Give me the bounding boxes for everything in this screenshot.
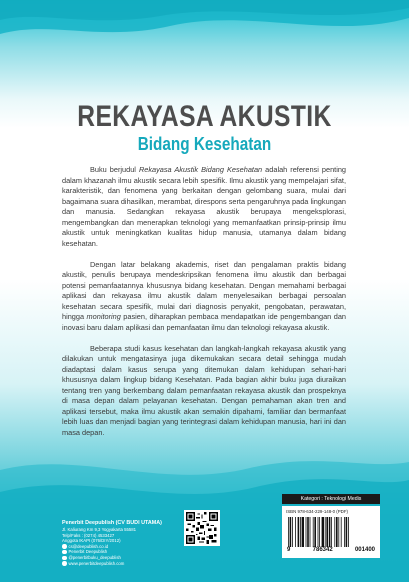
book-subtitle: Bidang Kesehatan [137,134,272,154]
qr-code [184,510,220,546]
barcode-digits [286,547,376,554]
contact-facebook: Penerbit Deepublish [62,549,182,555]
category-label: Kategori : Teknologi Medis [282,494,380,504]
instagram-icon [62,556,67,561]
synopsis-paragraph-3: Beberapa studi kasus kesehatan dan langkah-langkah rekayasa akustik yang dilakukan untuk mengatasinya juga dikemukakan secara detail sehingga mudah diadaptasi dalam kasus serupa yang ditemukan dalam kehidupan sehari-hari khususnya dalam lingkup bidang Kesehatan. Pada bagian akhir buku juga diuraikan tentang tren yang berkembang dalam pemanfaatan rekayasa akustik dan prospeknya di masa depan dalam pelayanan kesehatan. Dengan pemahaman akan tren and aplikasi tersebut, maka ilmu akustik akan semakin dipahami, familiar dan bermanfaat lebih luas dan menjadi bagian yang terintegrasi dalam kehidupan manusia, hari ini dan masa depan. [62,343,346,437]
publisher-phone: Telp/Faks : (0274) 4533427 [62,532,115,538]
barcode-group-2: 001400 [354,547,375,553]
email-icon [62,544,67,549]
barcode-bars [286,517,376,547]
synopsis-paragraph-2: Dengan latar belakang akademis, riset dan pengalaman praktis bidang akustik, penulis berupaya mendeskripsikan fenomena ilmu akustik dan berbagai potensi pemanfaatannya khususnya bidang kesehatan. Dengan memahami berbagai aplikasi dan rekayasa ilmu akustik dalam menyelesaikan berbagai persoalan kesehatan secara spesifik, mulai dari diagnosis penyakit, pengobatan, perawatan, hingga monitoring pasien, diharapkan pembaca mendapatkan ide pengembangan dan inovasi baru dalam aplikasi dan pemanfaatan ilmu dan teknologi rekayasa akustik. [62,259,346,332]
qr-code-icon [186,512,218,544]
synopsis-paragraph-1: Buku berjudul Rekayasa Akustik Bidang Kesehatan adalah referensi penting dalam khazanah ilmu akustik secara lebih spesifik. Ilmu akustik yang mempelajari sifat, karakteristik, dan fenomena yang berkaitan dengan gelombang suara, mulai dari bagaimana suara dihasilkan, merambat, direspons serta pengaruhnya pada lingkungan dan manusia. Sedangkan rekayasa akustik berupaya mengeksplorasi, mengembangkan dan menerapkan teknologi yang memanfaatkan prinsip-prinsip ilmu akustik untuk meningkatkan kualitas hidup manusia, utamanya dalam bidang kesehatan. [62,165,346,248]
isbn-text: ISBN 978-634-229-148-0 (PDF) [286,509,348,514]
publisher-info [62,520,182,566]
book-title-italic: Rekayasa Akustik Bidang Kesehatan [138,165,263,174]
monitoring-italic: monitoring [86,312,121,321]
globe-icon [62,561,67,566]
contact-website: www.penerbitdeepublish.com [62,561,182,567]
publisher-name: Penerbit Deepublish (CV BUDI UTAMA) [62,520,162,526]
contact-instagram: @penerbitbuku_deepublish [62,555,182,561]
isbn-barcode [282,506,380,558]
barcode-lead-digit: 9 [287,547,291,553]
book-title: REKAYASA AKUSTIK [77,100,332,133]
facebook-icon [62,550,67,555]
top-wave-decoration [0,0,409,60]
barcode-group-1: 786342 [312,547,333,553]
publisher-membership: Anggota IKAPI (076/DIY/2012) [62,538,121,544]
synopsis [62,165,346,449]
contact-email: cs@deepublish.co.id [62,544,182,550]
publisher-address: Jl. Kaliurang Km 9,3 Yogyakarta 55581 [62,527,137,532]
